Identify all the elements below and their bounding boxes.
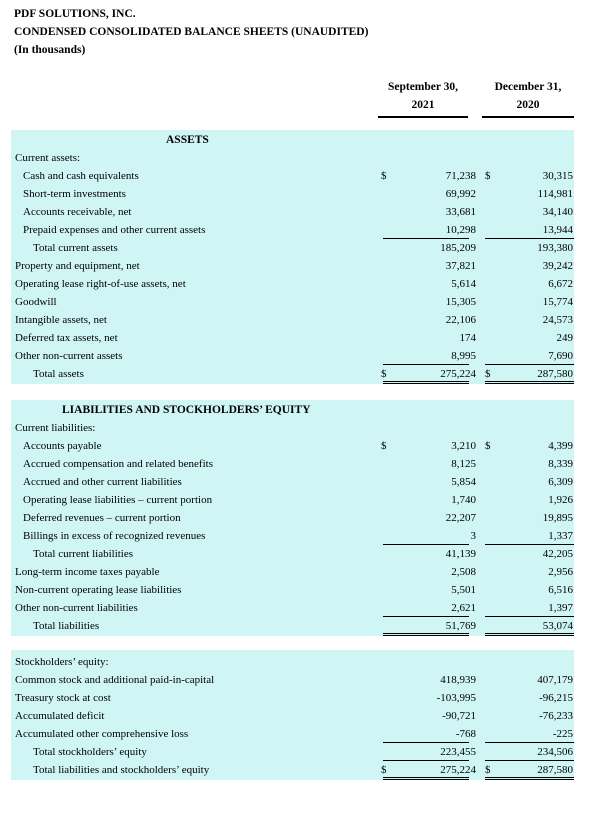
table-row	[11, 563, 574, 581]
value-2020: -96,215	[539, 692, 573, 704]
value-2021: 8,995	[451, 350, 476, 362]
row-label: Operating lease liabilities – current portion	[23, 494, 213, 506]
value-2020: 1,337	[548, 530, 573, 542]
underline-rule	[485, 760, 574, 761]
value-2021: 69,992	[445, 188, 476, 200]
currency-symbol: $	[381, 368, 387, 380]
column-header-rule	[482, 116, 574, 118]
value-2021: 41,139	[445, 548, 476, 560]
value-2021: 275,224	[440, 368, 476, 380]
underline-rule	[485, 238, 574, 239]
value-2020: 30,315	[542, 170, 573, 182]
underline-rule	[383, 742, 469, 743]
value-2021: -90,721	[442, 710, 476, 722]
value-2020: 6,309	[548, 476, 573, 488]
table-row	[11, 581, 574, 599]
column-header-line2: 2021	[411, 99, 435, 111]
underline-rule	[383, 633, 469, 634]
table-row	[11, 455, 574, 473]
table-row	[11, 491, 574, 509]
value-2021: 10,298	[445, 224, 476, 236]
table-row	[11, 167, 574, 185]
underline-rule	[383, 777, 469, 778]
value-2021: 275,224	[440, 764, 476, 776]
value-2020: 249	[556, 332, 573, 344]
row-label: Total liabilities and stockholders’ equity	[33, 764, 210, 776]
value-2020: 19,895	[542, 512, 573, 524]
table-row	[11, 689, 574, 707]
table-row	[11, 221, 574, 239]
currency-symbol: $	[485, 368, 491, 380]
currency-symbol: $	[485, 440, 491, 452]
row-label: Total current liabilities	[33, 548, 134, 560]
value-2021: -768	[455, 728, 476, 740]
value-2020: 193,380	[537, 242, 573, 254]
underline-rule	[485, 364, 574, 365]
underline-rule	[485, 616, 574, 617]
underline-rule	[485, 383, 574, 384]
table-row	[11, 725, 574, 743]
table-row	[11, 257, 574, 275]
underline-rule	[383, 616, 469, 617]
value-2020: 114,981	[537, 188, 573, 200]
value-2020: 6,516	[548, 584, 573, 596]
row-label: Accrued and other current liabilities	[23, 476, 182, 488]
value-2020: -225	[552, 728, 573, 740]
table-row	[11, 419, 574, 437]
value-2021: 33,681	[445, 206, 476, 218]
underline-rule	[383, 760, 469, 761]
value-2021: 185,209	[440, 242, 476, 254]
company-name: PDF SOLUTIONS, INC.	[14, 8, 136, 20]
currency-symbol: $	[485, 170, 491, 182]
underline-rule	[383, 238, 469, 239]
table-row	[11, 329, 574, 347]
value-2021: 5,501	[451, 584, 476, 596]
underline-rule	[485, 742, 574, 743]
underline-rule	[485, 777, 574, 778]
underline-rule	[485, 635, 574, 636]
row-label: Long-term income taxes payable	[15, 566, 160, 578]
value-2021: 71,238	[445, 170, 476, 182]
row-label: Accounts payable	[23, 440, 102, 452]
row-label: Operating lease right-of-use assets, net	[15, 278, 186, 290]
value-2020: 1,926	[548, 494, 573, 506]
row-label: Deferred revenues – current portion	[23, 512, 181, 524]
value-2021: 5,614	[451, 278, 476, 290]
column-header-line2: 2020	[516, 99, 540, 111]
value-2020: 4,399	[548, 440, 573, 452]
column-header-dec-2020	[482, 78, 574, 114]
table-row	[11, 203, 574, 221]
value-2021: 22,207	[445, 512, 476, 524]
liabilities-equity-heading: LIABILITIES AND STOCKHOLDERS’ EQUITY	[62, 404, 311, 416]
value-2021: 37,821	[445, 260, 476, 272]
value-2020: 2,956	[548, 566, 573, 578]
value-2021: 174	[459, 332, 476, 344]
row-label: Total stockholders’ equity	[33, 746, 147, 758]
table-row	[11, 293, 574, 311]
value-2021: 2,508	[451, 566, 476, 578]
value-2020: 39,242	[542, 260, 573, 272]
value-2021: 22,106	[445, 314, 476, 326]
value-2020: 15,774	[542, 296, 573, 308]
underline-rule	[383, 364, 469, 365]
table-row	[11, 149, 574, 167]
underline-rule	[383, 383, 469, 384]
column-header-line1: December 31,	[494, 81, 562, 93]
table-row	[11, 707, 574, 725]
row-label: Total liabilities	[33, 620, 100, 632]
table-row	[11, 275, 574, 293]
row-label: Cash and cash equivalents	[23, 170, 139, 182]
row-label: Deferred tax assets, net	[15, 332, 118, 344]
column-header-line1: September 30,	[387, 81, 459, 93]
value-2020: 287,580	[537, 368, 573, 380]
row-label: Intangible assets, net	[15, 314, 107, 326]
table-row	[11, 509, 574, 527]
table-row	[11, 599, 574, 617]
row-label: Other non-current assets	[15, 350, 123, 362]
underline-rule	[383, 779, 469, 780]
value-2020: 7,690	[548, 350, 573, 362]
value-2020: 42,205	[542, 548, 573, 560]
table-row	[11, 527, 574, 545]
value-2021: 1,740	[451, 494, 476, 506]
row-label: Total current assets	[33, 242, 118, 254]
row-label: Other non-current liabilities	[15, 602, 138, 614]
row-label: Current liabilities:	[15, 422, 96, 434]
underline-rule	[383, 635, 469, 636]
value-2021: 3	[470, 530, 476, 542]
table-row	[11, 653, 574, 671]
value-2020: 407,179	[537, 674, 573, 686]
value-2021: 3,210	[451, 440, 476, 452]
value-2021: -103,995	[436, 692, 476, 704]
table-row	[11, 347, 574, 365]
value-2021: 8,125	[451, 458, 476, 470]
column-header-sep-2021	[378, 78, 468, 114]
row-label: Accrued compensation and related benefits	[23, 458, 213, 470]
currency-symbol: $	[485, 764, 491, 776]
underline-rule	[383, 544, 469, 545]
table-row	[11, 671, 574, 689]
table-row	[11, 311, 574, 329]
value-2020: 6,672	[548, 278, 573, 290]
row-label: Billings in excess of recognized revenues	[23, 530, 206, 542]
value-2021: 15,305	[445, 296, 476, 308]
value-2020: 13,944	[542, 224, 573, 236]
value-2021: 223,455	[440, 746, 476, 758]
underline-rule	[383, 381, 469, 382]
units-note: (In thousands)	[14, 44, 86, 56]
table-row	[11, 473, 574, 491]
row-label: Stockholders’ equity:	[15, 656, 109, 668]
row-label: Short-term investments	[23, 188, 126, 200]
row-label: Accumulated other comprehensive loss	[15, 728, 189, 740]
value-2020: 287,580	[537, 764, 573, 776]
value-2020: 1,397	[548, 602, 573, 614]
value-2021: 5,854	[451, 476, 476, 488]
underline-rule	[485, 381, 574, 382]
value-2021: 2,621	[451, 602, 476, 614]
row-label: Non-current operating lease liabilities	[15, 584, 182, 596]
row-label: Current assets:	[15, 152, 81, 164]
row-label: Treasury stock at cost	[15, 692, 111, 704]
row-label: Accounts receivable, net	[23, 206, 132, 218]
value-2020: 234,506	[537, 746, 573, 758]
row-label: Prepaid expenses and other current assets	[23, 224, 206, 236]
row-label: Property and equipment, net	[15, 260, 140, 272]
table-row	[11, 545, 574, 563]
underline-rule	[485, 633, 574, 634]
value-2020: -76,233	[539, 710, 573, 722]
row-label: Total assets	[33, 368, 84, 380]
underline-rule	[485, 544, 574, 545]
value-2020: 8,339	[548, 458, 573, 470]
row-label: Common stock and additional paid-in-capital	[15, 674, 215, 686]
value-2020: 53,074	[542, 620, 573, 632]
row-label: Accumulated deficit	[15, 710, 105, 722]
value-2021: 51,769	[445, 620, 476, 632]
underline-rule	[485, 779, 574, 780]
table-row	[11, 743, 574, 761]
table-row	[11, 239, 574, 257]
value-2020: 34,140	[542, 206, 573, 218]
currency-symbol: $	[381, 170, 387, 182]
currency-symbol: $	[381, 440, 387, 452]
currency-symbol: $	[381, 764, 387, 776]
assets-heading: ASSETS	[166, 134, 209, 146]
table-row	[11, 437, 574, 455]
value-2020: 24,573	[542, 314, 573, 326]
column-header-rule	[378, 116, 468, 118]
value-2021: 418,939	[440, 674, 476, 686]
statement-title: CONDENSED CONSOLIDATED BALANCE SHEETS (UNAUDITED)	[14, 26, 369, 38]
row-label: Goodwill	[15, 296, 57, 308]
table-row	[11, 185, 574, 203]
